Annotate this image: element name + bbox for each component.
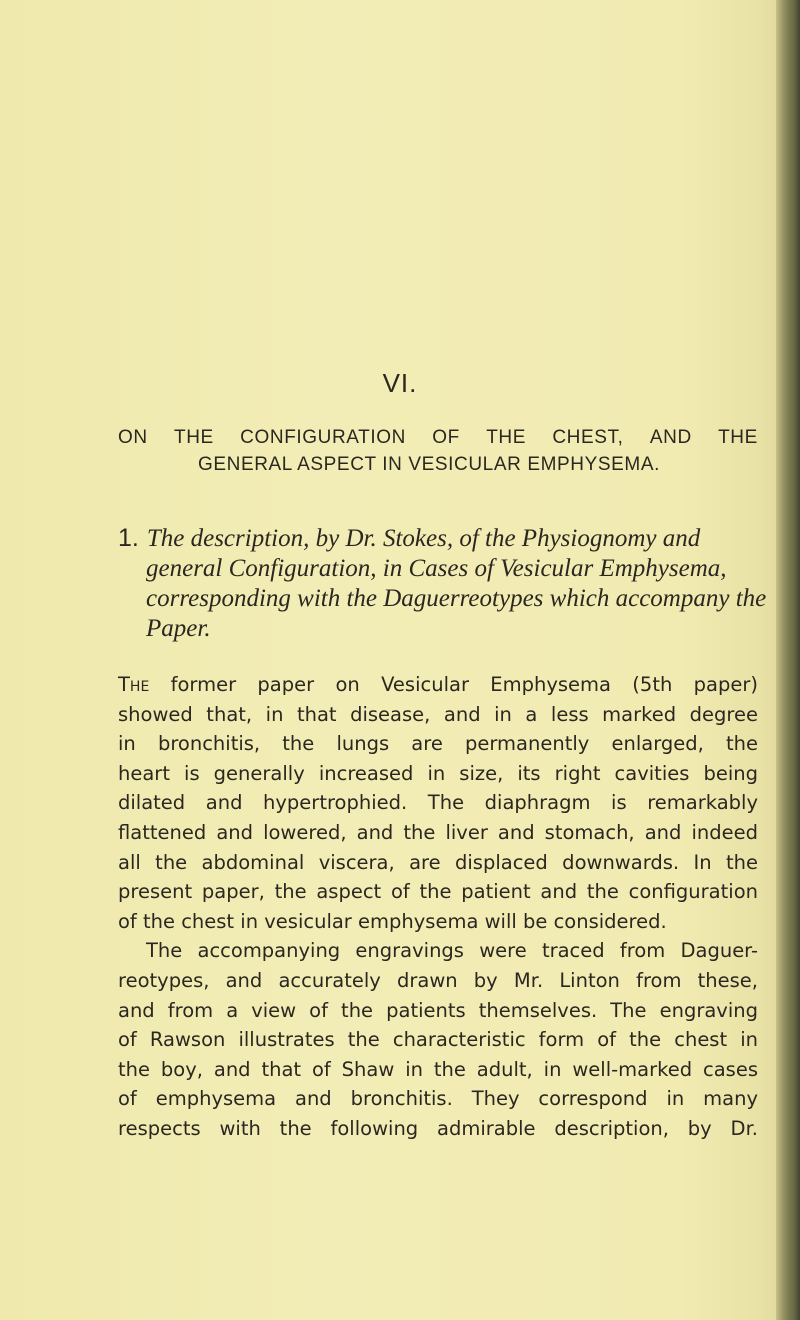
- body-line: of Rawson illustrates the characteristic form of the chest in: [118, 1028, 758, 1052]
- title-word: ON: [118, 427, 148, 448]
- body-line: present paper, the aspect of the patient and the configuration: [118, 880, 758, 904]
- body-line: in bronchitis, the lungs are permanently enlarged, the: [118, 732, 758, 756]
- chapter-title: [118, 424, 758, 478]
- title-line-2: GENERAL ASPECT IN VESICULAR EMPHYSEMA.: [197, 454, 661, 475]
- section-number: 1.: [118, 524, 139, 552]
- body-line: The accompanying engravings were traced from Daguer-: [146, 939, 758, 963]
- section-heading-line: general Configuration, in Cases of Vesicular Emphysema,: [146, 555, 727, 582]
- body-line: heart is generally increased in size, its right cavities being: [118, 761, 758, 785]
- body-line: reotypes, and accurately drawn by Mr. Linton from these,: [118, 968, 758, 992]
- body-line: flattened and lowered, and the liver and stomach, and indeed: [118, 820, 758, 844]
- body-line: of emphysema and bronchitis. They correspond in many: [118, 1087, 758, 1111]
- title-word: CONFIGURATION: [240, 427, 406, 448]
- chapter-number: VI.: [382, 368, 418, 398]
- body-line: respects with the following admirable description, by Dr.: [118, 1116, 758, 1140]
- page-edge: [776, 0, 800, 1320]
- section-heading-line: corresponding with the Daguerreotypes which accompany the: [146, 585, 767, 612]
- section-heading-line: Paper.: [146, 615, 211, 642]
- body-line: and from a view of the patients themselves. The engraving: [118, 998, 758, 1022]
- title-word: THE: [174, 427, 214, 448]
- body-line: all the abdominal viscera, are displaced downwards. In the: [118, 850, 758, 874]
- section-heading-text: The description, by Dr. Stokes, of the Physiognomy and: [146, 525, 701, 552]
- title-word: CHEST,: [552, 427, 624, 448]
- title-word: THE: [486, 427, 527, 448]
- title-line-1: [118, 424, 758, 451]
- section-heading: [118, 523, 767, 644]
- body-text: [118, 670, 758, 1144]
- first-word: The: [118, 673, 150, 696]
- section-heading-line: [118, 523, 758, 554]
- body-line: the boy, and that of Shaw in the adult, in well-marked cases: [118, 1057, 758, 1081]
- body-line: of the chest in vesicular emphysema will be considered.: [118, 909, 667, 933]
- body-line: showed that, in that disease, and in a less marked degree: [118, 702, 758, 726]
- body-line: dilated and hypertrophied. The diaphragm is remarkably: [118, 791, 758, 815]
- body-line: [118, 670, 758, 700]
- body-line-text: former paper on Vesicular Emphysema (5th paper): [149, 673, 758, 696]
- title-word: THE: [718, 427, 758, 448]
- title-word: AND: [649, 427, 692, 448]
- title-word: OF: [432, 427, 460, 448]
